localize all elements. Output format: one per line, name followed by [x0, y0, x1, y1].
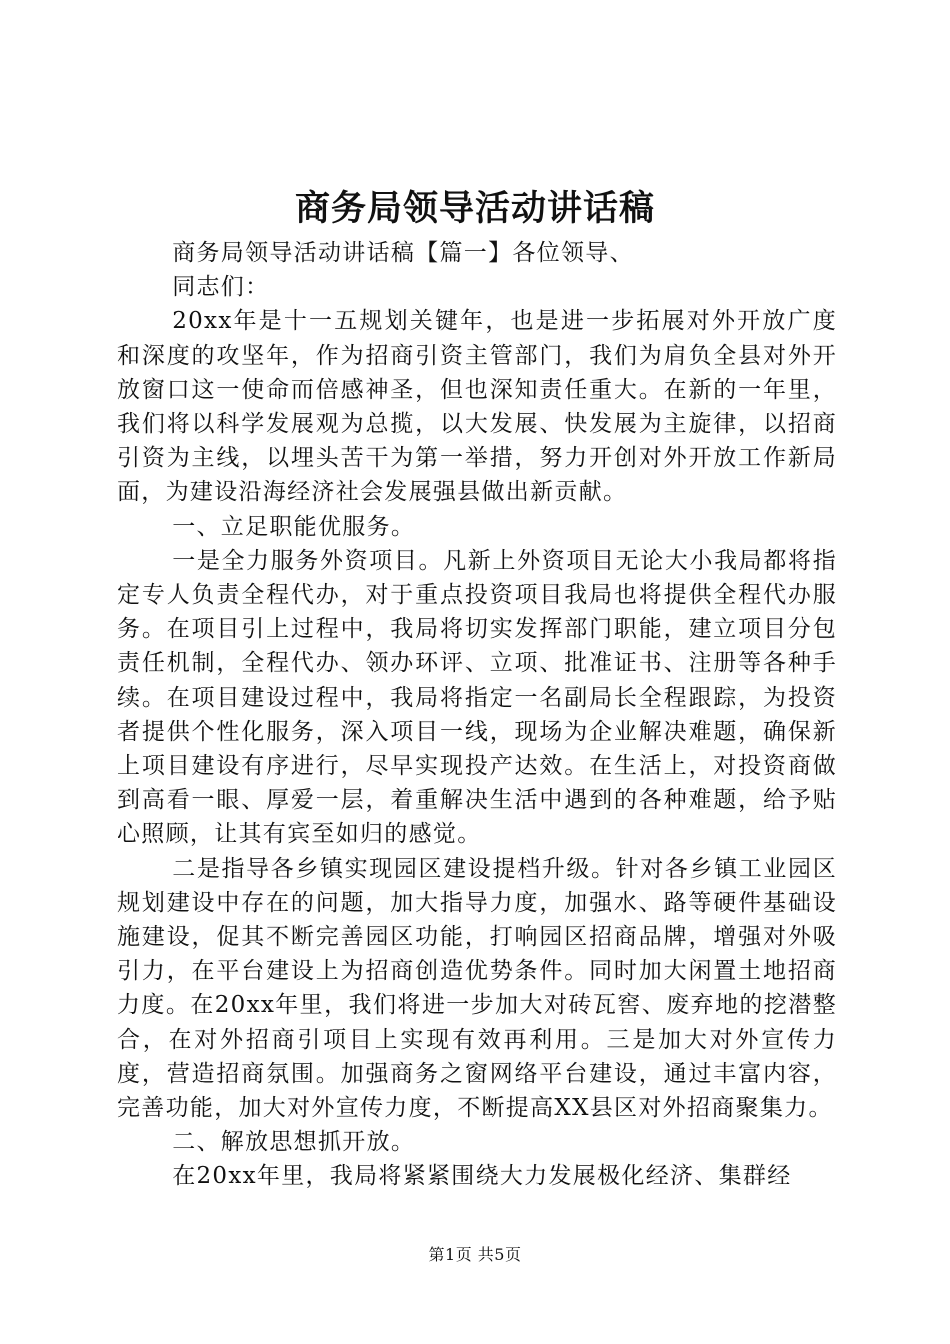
paragraph-salutation: 同志们： — [172, 274, 270, 301]
section-heading-1: 一、立足职能优服务。 — [172, 513, 416, 540]
section-heading-2: 二、解放思想抓开放。 — [172, 1129, 416, 1156]
paragraph-service: 一是全力服务外资项目。凡新上外资项目无论大小我局都将指定专人负责全程代办，对于重点投资项目我局也将提供全程代办服务。在项目引上过程中，我局将切实发挥部门职能，建立项目分包责任机制，全程代办、领办环评、立项、批准证书、注册等各种手续。在项目建设过程中，我局将指定一名副局长全程跟踪，为投资者提供个性化服务，深入项目一线，现场为企业解决难题，确保新上项目建设有序进行，尽早实现投产达效。在生活上，对投资商做到高看一眼、厚爱一层，着重解决生活中遇到的各种难题，给予贴心照顾，让其有宾至如归的感觉。 — [117, 547, 837, 848]
paragraph-intro: 商务局领导活动讲话稿【篇一】各位领导、 — [172, 240, 634, 266]
document-body — [117, 236, 837, 1194]
paragraph-opening: 20xx年是十一五规划关键年，也是进一步拓展对外开放广度和深度的攻坚年，作为招商引资主管部门，我们为肩负全县对外开放窗口这一使命而倍感神圣，但也深知责任重大。在新的一年里，我们将以科学发展观为总揽，以大发展、快发展为主旋律，以招商引资为主线，以埋头苦干为第一举措，努力开创对外开放工作新局面，为建设沿海经济社会发展强县做出新贡献。 — [117, 308, 837, 506]
paragraph-park: 二是指导各乡镇实现园区建设提档升级。针对各乡镇工业园区规划建设中存在的问题，加大指导力度，加强水、路等硬件基础设施建设，促其不断完善园区功能，打响园区招商品牌，增强对外吸引力，在平台建设上为招商创造优势条件。同时加大闲置土地招商力度。在20xx年里，我们将进一步加大对砖瓦窖、废弃地的挖潜整合，在对外招商引项目上实现有效再利用。三是加大对外宣传力度，营造招商氛围。加强商务之窗网络平台建设，通过丰富内容，完善功能，加大对外宣传力度，不断提高XX县区对外招商聚集力。 — [117, 855, 837, 1122]
paragraph-continuation: 在20xx年里，我局将紧紧围绕大力发展极化经济、集群经 — [172, 1163, 792, 1190]
document-title: 商务局领导活动讲话稿 — [294, 188, 655, 229]
page-number-footer: 第1页 共5页 — [428, 1245, 522, 1264]
